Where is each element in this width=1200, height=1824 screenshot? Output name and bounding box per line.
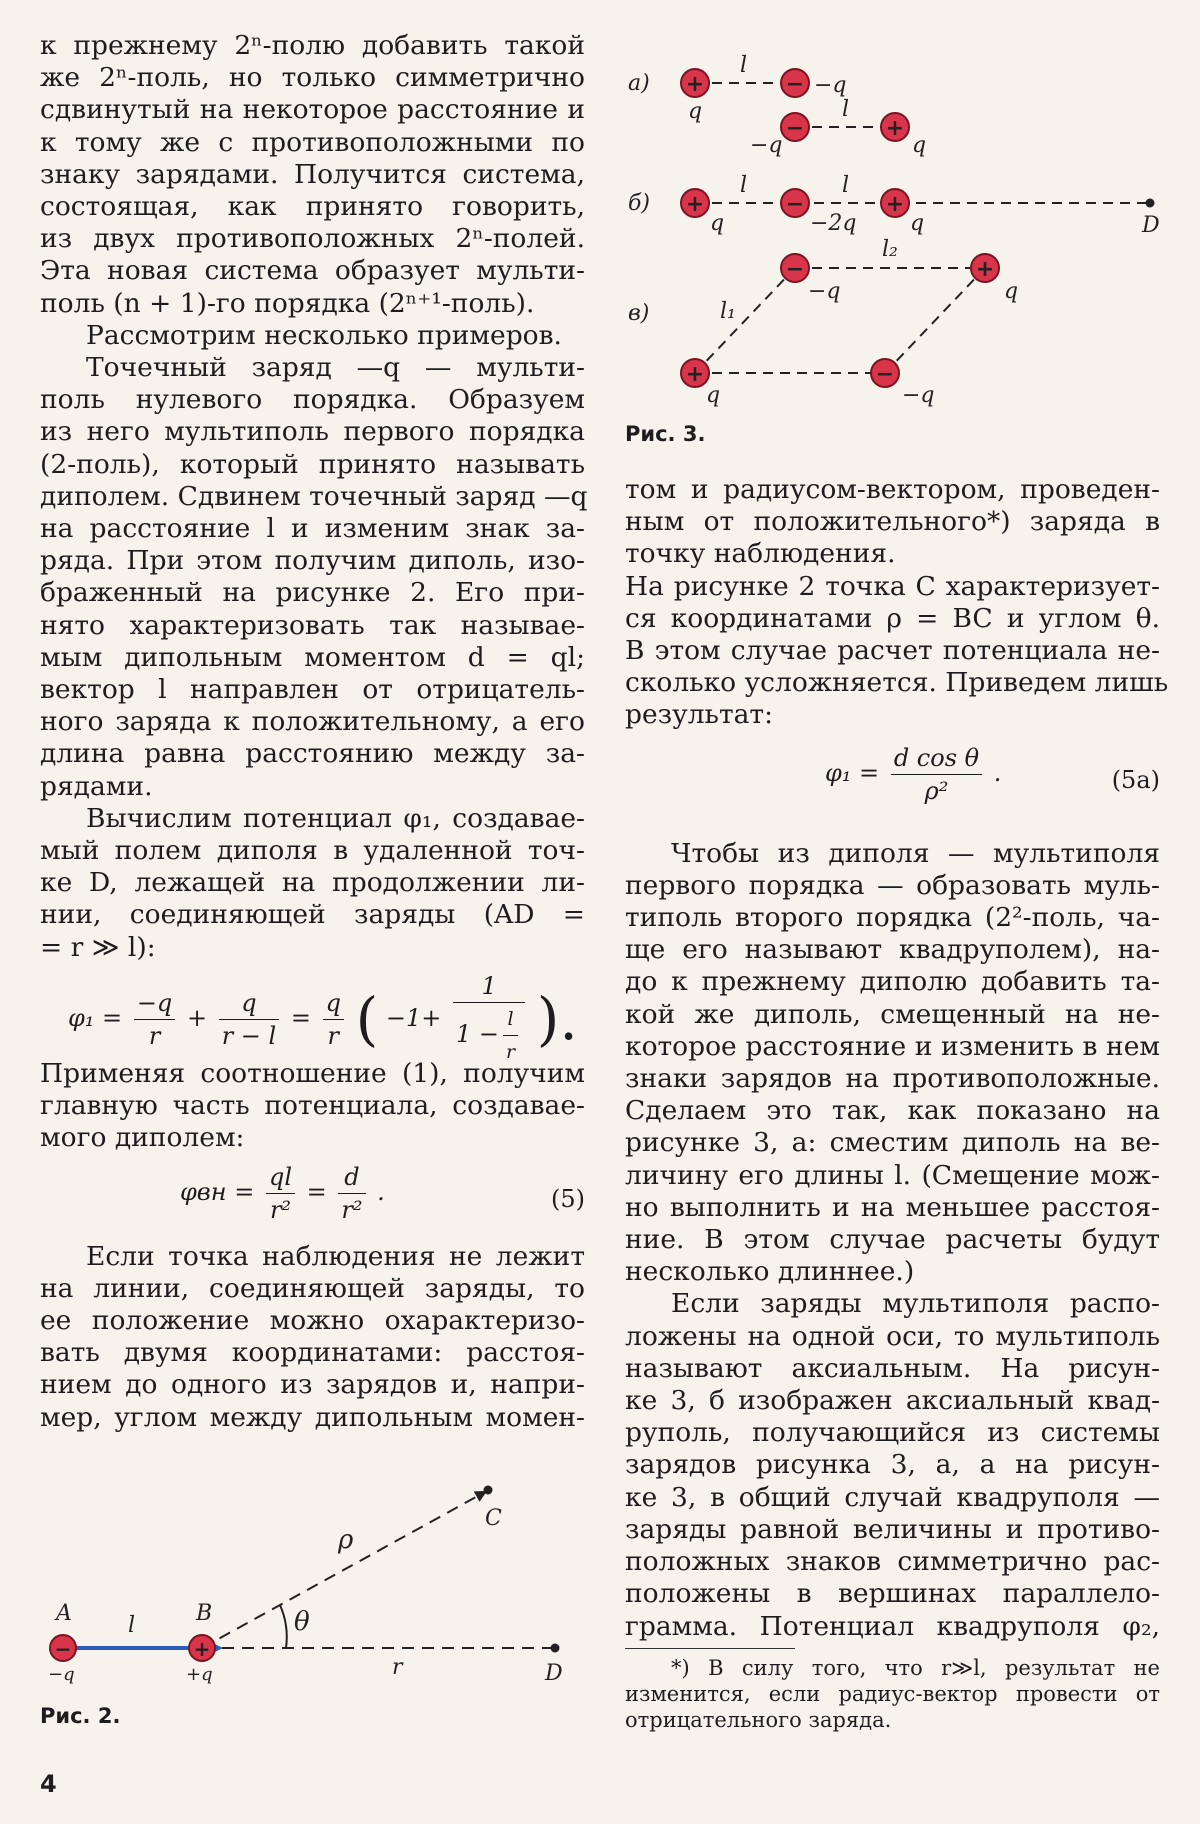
text-line: ным от положительного*) заряда в xyxy=(625,506,1160,538)
fraction xyxy=(503,1003,518,1068)
footnote-line: *) В силу того, что r≫l, результат не xyxy=(671,1656,1160,1680)
text-line: мым дипольным моментом d = ql; xyxy=(40,641,585,673)
fraction xyxy=(219,987,280,1052)
text-line: типоль второго порядка (2²-поль, ча- xyxy=(625,902,1160,934)
text-line: браженный на рисунке 2. Его при- xyxy=(40,577,585,609)
minus-sign: − xyxy=(785,192,805,217)
text-line: рядами. xyxy=(40,770,153,802)
fig3a-label: а) xyxy=(628,71,650,96)
formula-5 xyxy=(40,1161,585,1241)
right-column xyxy=(625,474,1169,1643)
text-line: ще его называют квадруполем), на- xyxy=(625,934,1160,966)
fraction xyxy=(323,987,344,1052)
text-line: Сделаем это так, как показано на xyxy=(625,1095,1160,1127)
label-l: l xyxy=(128,1613,136,1638)
formula-dot: . xyxy=(993,758,1002,787)
fraction-num: −q xyxy=(134,987,175,1020)
text-line: точку наблюдения. xyxy=(625,538,896,570)
formula-5a xyxy=(625,742,1160,838)
text-line: ке 3, в общий случай квадруполя — xyxy=(625,1481,1160,1513)
text-line: первого порядка — образовать муль- xyxy=(625,869,1160,901)
plus-sign: + xyxy=(885,116,905,141)
text-line: ного заряда к положительному, а его xyxy=(40,706,585,738)
formula-inner: −1+ xyxy=(385,1003,442,1032)
equation-number: (5а) xyxy=(1111,765,1160,794)
label-q: q xyxy=(912,133,927,158)
fraction-num: d xyxy=(338,1161,365,1194)
text-line: вать двумя координатами: расстоя- xyxy=(40,1337,585,1369)
plus-sign: + xyxy=(193,1637,211,1661)
label-theta: θ xyxy=(294,1607,310,1637)
text-line: На рисунке 2 точка C характеризует- xyxy=(625,570,1160,602)
text-line: (2-поль), который принято называть xyxy=(40,448,585,480)
label-r: r xyxy=(392,1655,403,1680)
figure-3-caption: Рис. 3. xyxy=(625,422,706,446)
fig3c-label: в) xyxy=(628,301,650,326)
parallelogram-side-l1 xyxy=(695,268,795,373)
formula-dot: . xyxy=(377,1177,385,1206)
page-number: 4 xyxy=(40,1770,57,1798)
point-C xyxy=(484,1486,493,1495)
label-A: A xyxy=(56,1601,72,1626)
text-line: к прежнему 2ⁿ-полю добавить такой xyxy=(40,30,585,61)
text-line: нии, соединяющей заряды (AD = xyxy=(40,899,585,931)
text-line: на линии, соединяющей заряды, то xyxy=(40,1272,585,1304)
text-line: Точечный заряд —q — мульти- xyxy=(86,352,585,384)
text-line: результат: xyxy=(625,699,774,731)
text-line: В этом случае расчет потенциала не- xyxy=(625,635,1160,667)
text-line: диполем. Сдвинем точечный заряд —q xyxy=(40,480,588,512)
text-line: сколько усложняется. Приведем лишь xyxy=(625,667,1169,699)
text-line: длина равна расстоянию между за- xyxy=(40,738,585,770)
plus-sign: + xyxy=(685,192,705,217)
text-line: из двух противоположных 2ⁿ-полей. xyxy=(40,223,585,255)
text-line: ее положение можно охарактеризо- xyxy=(40,1304,585,1336)
text-line: Применяя соотношение (1), получим xyxy=(40,1057,585,1089)
formula-lhs: φ₁ = xyxy=(68,1003,123,1032)
fraction-num: 1 xyxy=(453,970,525,1003)
minus-sign: − xyxy=(875,362,895,387)
den-part: 1 − xyxy=(456,1020,500,1049)
text-line: = r ≫ l): xyxy=(40,931,156,963)
text-line: знаку зарядами. Получится система, xyxy=(40,158,585,190)
label-B: B xyxy=(196,1601,213,1626)
text-line: том и радиусом-вектором, проведен- xyxy=(625,474,1160,505)
formula-plus: + xyxy=(186,1003,208,1032)
formula-lhs: φ₁ = xyxy=(825,758,880,787)
fraction-den: r xyxy=(327,1021,340,1050)
figure-2-caption: Рис. 2. xyxy=(40,1704,121,1728)
text-line: Вычислим потенциал φ₁, создавае- xyxy=(86,802,585,834)
label-q: q xyxy=(688,99,703,124)
text-line: ложены на одной оси, то мультиполь xyxy=(625,1320,1160,1352)
paren-close: ). xyxy=(536,985,578,1054)
text-line: положных знаков симметрично рас- xyxy=(625,1546,1160,1578)
text-line: называют аксиальным. На рисун- xyxy=(625,1352,1160,1384)
fraction-den: r² xyxy=(341,1195,363,1224)
label-l: l xyxy=(740,173,748,198)
fraction-num: l xyxy=(503,1003,518,1036)
text-line: главную часть потенциала, создавае- xyxy=(40,1090,585,1122)
text-line: ке 3, б изображен аксиальный квад- xyxy=(625,1385,1160,1417)
text-line: нием до одного из зарядов и, напри- xyxy=(40,1369,585,1401)
fraction-num: q xyxy=(323,987,344,1020)
label-l: l xyxy=(842,97,850,122)
fig3b-label: б) xyxy=(628,191,651,216)
text-line: мер, углом между дипольным момен- xyxy=(40,1401,585,1433)
label-q: q xyxy=(706,383,721,408)
fraction-num: q xyxy=(219,987,280,1020)
text-line: ке D, лежащей на продолжении ли- xyxy=(40,867,585,899)
text-line: Если точка наблюдения не лежит xyxy=(86,1240,585,1272)
figure-2 xyxy=(40,1480,600,1686)
text-line: положены в вершинах параллело- xyxy=(625,1578,1160,1610)
text-line: рисунке 3, а: сместим диполь на ве- xyxy=(625,1127,1160,1159)
label-l: l xyxy=(740,53,748,78)
radius-vector-rho xyxy=(202,1492,485,1648)
fraction xyxy=(266,1161,295,1226)
label-D: D xyxy=(1142,213,1160,238)
paren-open: ( xyxy=(355,985,379,1054)
angle-arc xyxy=(280,1605,287,1648)
text-line: поль нулевого порядка. Образуем xyxy=(40,384,585,416)
formula-eq: = xyxy=(306,1177,327,1206)
text-line: знаки зарядов на противоположные. xyxy=(625,1063,1160,1095)
text-line: Если заряды мультиполя распо- xyxy=(671,1288,1160,1320)
fraction-den: r xyxy=(506,1041,516,1064)
text-line: мого диполем: xyxy=(40,1122,245,1154)
text-line: но выполнить и на меньшее расстоя- xyxy=(625,1191,1160,1223)
label-minus-q: −q xyxy=(808,279,841,304)
fraction xyxy=(453,970,525,1069)
text-line: сдвинутый на некоторое расстояние и xyxy=(40,94,585,126)
text-line: ние. В этом случае расчеты будут xyxy=(625,1224,1160,1256)
fraction-num: d cos θ xyxy=(891,742,982,775)
text-line: личину его длины l. (Смещение мож- xyxy=(625,1159,1160,1191)
label-D: D xyxy=(545,1661,563,1686)
text-line: которое расстояние и изменить в нем xyxy=(625,1030,1160,1062)
label-q: q xyxy=(910,211,925,236)
text-line: грамма. Потенциал квадруполя φ₂, xyxy=(625,1610,1160,1642)
fraction-den: r xyxy=(148,1021,161,1050)
text-line: к тому же с противоположными по xyxy=(40,126,585,158)
minus-sign: − xyxy=(54,1637,72,1661)
parallelogram-right xyxy=(885,268,985,373)
label-plus-q: +q xyxy=(186,1664,213,1685)
text-line: мый полем диполя в удаленной точ- xyxy=(40,835,585,867)
footnote-rule xyxy=(625,1648,795,1649)
fraction-den: r² xyxy=(269,1195,292,1224)
label-q: q xyxy=(710,211,725,236)
label-minus-q: −q xyxy=(814,73,847,98)
fraction xyxy=(891,742,982,807)
footnote-line: изменится, если радиус-вектор провести от xyxy=(625,1682,1160,1706)
plus-sign: + xyxy=(685,362,705,387)
label-q: q xyxy=(1004,279,1019,304)
text-line: на расстояние l и изменим знак за- xyxy=(40,513,585,545)
text-line: несколько длиннее.) xyxy=(625,1256,915,1288)
fraction xyxy=(338,1161,365,1226)
minus-sign: − xyxy=(785,116,805,141)
footnote xyxy=(625,1648,1160,1733)
left-column xyxy=(40,30,588,1434)
label-l: l xyxy=(842,173,850,198)
fraction-den xyxy=(453,1003,525,1068)
label-l2: l₂ xyxy=(882,237,898,262)
formula-eq: = xyxy=(290,1003,311,1032)
text-line: поль (n + 1)-го порядка (2ⁿ⁺¹-поль). xyxy=(40,287,535,319)
figure-3 xyxy=(620,40,1180,408)
fraction-den: ρ² xyxy=(924,776,949,805)
text-line: руполь, получающийся из системы xyxy=(625,1417,1160,1449)
fraction-num: ql xyxy=(266,1161,295,1194)
text-line: же 2ⁿ-поль, но только симметрично xyxy=(40,62,585,94)
text-line: вектор l направлен от отрицатель- xyxy=(40,674,585,706)
text-line: до к прежнему диполю добавить та- xyxy=(625,966,1160,998)
fraction xyxy=(134,987,175,1052)
minus-sign: − xyxy=(785,72,805,97)
label-minus-q: −q xyxy=(902,383,935,408)
text-line: заряды равной величины и противо- xyxy=(625,1513,1160,1545)
plus-sign: + xyxy=(885,192,905,217)
label-l1: l₁ xyxy=(720,299,736,324)
label-C: C xyxy=(485,1506,502,1531)
formula-dipole-axial xyxy=(40,970,585,1064)
text-line: состоящая, как принято говорить, xyxy=(40,191,585,223)
text-line: Рассмотрим несколько примеров. xyxy=(86,319,562,351)
text-line: нято характеризовать так называе- xyxy=(40,609,585,641)
plus-sign: + xyxy=(685,72,705,97)
fraction-den: r − l xyxy=(221,1021,277,1050)
text-line: Чтобы из диполя — мультиполя xyxy=(671,837,1160,869)
text-line: ряда. При этом получим диполь, изо- xyxy=(40,545,585,577)
footnote-line: отрицательного заряда. xyxy=(625,1708,892,1732)
plus-sign: + xyxy=(975,257,995,282)
label-rho: ρ xyxy=(338,1525,354,1555)
label-minus-2q: −2q xyxy=(810,211,857,236)
point-D xyxy=(1146,199,1155,208)
minus-sign: − xyxy=(785,257,805,282)
text-line: из него мультиполь первого порядка xyxy=(40,416,585,448)
label-minus-q: −q xyxy=(750,133,783,158)
text-line: Эта новая система образует мульти- xyxy=(40,255,585,287)
point-D xyxy=(551,1644,560,1653)
formula-lhs: φвн = xyxy=(180,1177,255,1206)
label-minus-q: −q xyxy=(48,1664,75,1685)
text-line: ся координатами ρ = BC и углом θ. xyxy=(625,602,1160,634)
equation-number: (5) xyxy=(551,1184,585,1213)
text-line: кой же диполь, смещенный на не- xyxy=(625,998,1160,1030)
text-line: зарядов рисунка 3, а, а на рисун- xyxy=(625,1449,1160,1481)
